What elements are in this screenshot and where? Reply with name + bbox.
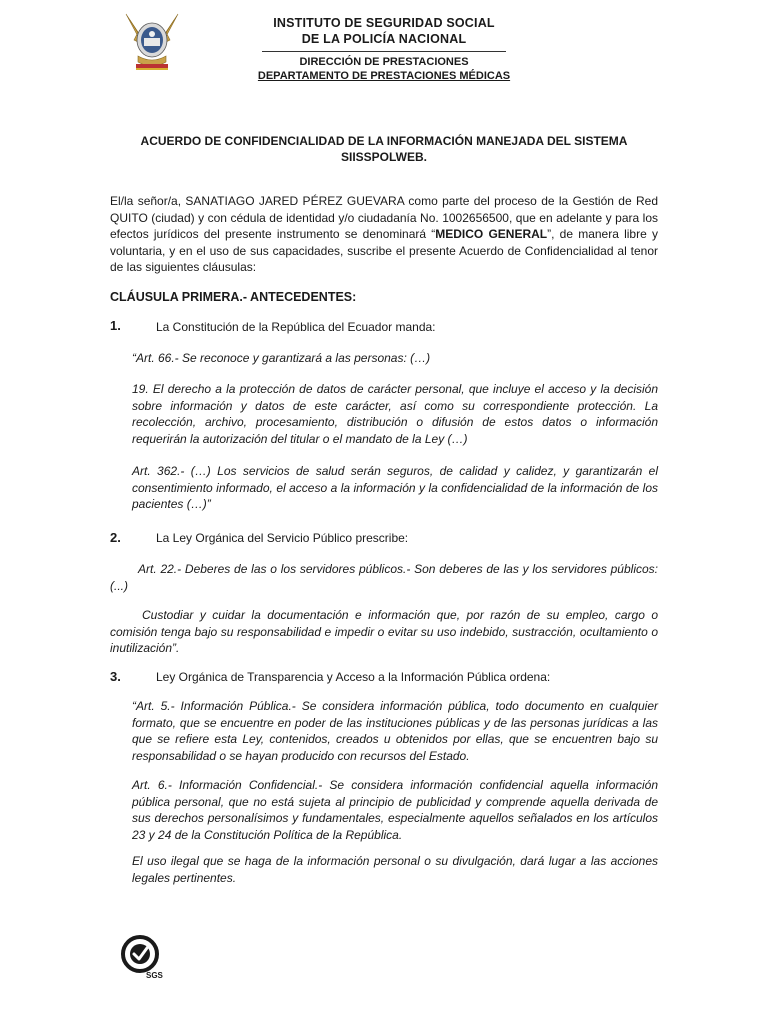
intro-paragraph	[110, 193, 658, 276]
item-number: 1.	[110, 318, 121, 333]
sgs-label: SGS	[146, 971, 163, 980]
header-institution-line2: DE LA POLICÍA NACIONAL	[301, 32, 467, 46]
item-lead: Ley Orgánica de Transparencia y Acceso a la Información Pública ordena:	[156, 670, 551, 684]
sgs-certification-icon	[118, 934, 166, 980]
item-number: 2.	[110, 530, 121, 545]
intro-text-after: ”, de manera libre y voluntaria, y en el uso de sus capacidades, suscribe el presente Acuerdo de Confidencialidad al tenor de las siguientes cláusulas:	[110, 227, 658, 274]
item-lead: La Constitución de la República del Ecuador manda:	[156, 320, 436, 334]
header-department: DEPARTAMENTO DE PRESTACIONES MÉDICAS	[257, 70, 511, 82]
quote-paragraph: 19. El derecho a la protección de datos de carácter personal, que incluye el acceso y la decisión sobre información y datos de este carácter, así como su correspondiente protección. La recolección, archivo, procesamiento, distribución o difusión de estos datos o información requerirán la autorización del titular o el mandato de la Ley (…)	[132, 382, 658, 446]
document-title: ACUERDO DE CONFIDENCIALIDAD DE LA INFORMACIÓN MANEJADA DEL SISTEMA SIISSPOLWEB.	[140, 134, 628, 164]
quote-paragraph: Art. 22.- Deberes de las o los servidores públicos.- Son deberes de las y los servidores públicos: (...)	[110, 562, 658, 593]
item-number: 3.	[110, 669, 121, 684]
item-lead: La Ley Orgánica del Servicio Público prescribe:	[156, 531, 409, 545]
role-name: MEDICO GENERAL	[435, 227, 548, 241]
quote-paragraph: “Art. 5.- Información Pública.- Se considera información pública, todo documento en cualquier formato, que se encuentre en poder de las instituciones públicas y de las personas jurídicas a las que se refiere esta Ley, contenidos, creados u obtenidos por ellas, que se encuentren bajo su responsabilidad o se hayan producido con recursos del Estado.	[132, 699, 658, 763]
institution-logo	[122, 10, 182, 74]
quote-paragraph: Custodiar y cuidar la documentación e información que, por razón de su empleo, cargo o comisión tenga bajo su responsabilidad e impedir o evitar su uso indebido, sustracción, ocultamiento o inutilización”.	[110, 608, 658, 655]
clause-title: CLÁUSULA PRIMERA.- ANTECEDENTES:	[110, 290, 357, 304]
quote-paragraph: Art. 6.- Información Confidencial.- Se considera información confidencial aquella información pública personal, que no está sujeta al principio de publicidad y comprende aquella derivada de sus derechos personalísimos y fundamentales, especialmente aquellos señalados en los artículos 23 y 24 de la Constitución Política de la República.	[132, 778, 658, 842]
header-direction: DIRECCIÓN DE PRESTACIONES	[299, 56, 469, 68]
header-divider	[262, 51, 506, 52]
quote-paragraph: El uso ilegal que se haga de la información personal o su divulgación, dará lugar a las acciones legales pertinentes.	[132, 854, 658, 885]
quote-paragraph: Art. 362.- (…) Los servicios de salud serán seguros, de calidad y calidez, y garantizarán el consentimiento informado, el acceso a la información y la confidencialidad de la información de los pacientes (…)”	[132, 464, 658, 511]
header-institution-line1: INSTITUTO DE SEGURIDAD SOCIAL	[273, 16, 495, 30]
quote-paragraph: “Art. 66.- Se reconoce y garantizará a las personas: (…)	[132, 351, 431, 365]
intro-text-before: El/la señor/a, SANATIAGO JARED PÉREZ GUEVARA como parte del proceso de la Gestión de Red QUITO (ciudad) y con cédula de identidad y/o ciudadanía No. 1002656500, que en adelante y para los efectos jurídicos del presente instrumento se denominará “	[110, 194, 658, 241]
